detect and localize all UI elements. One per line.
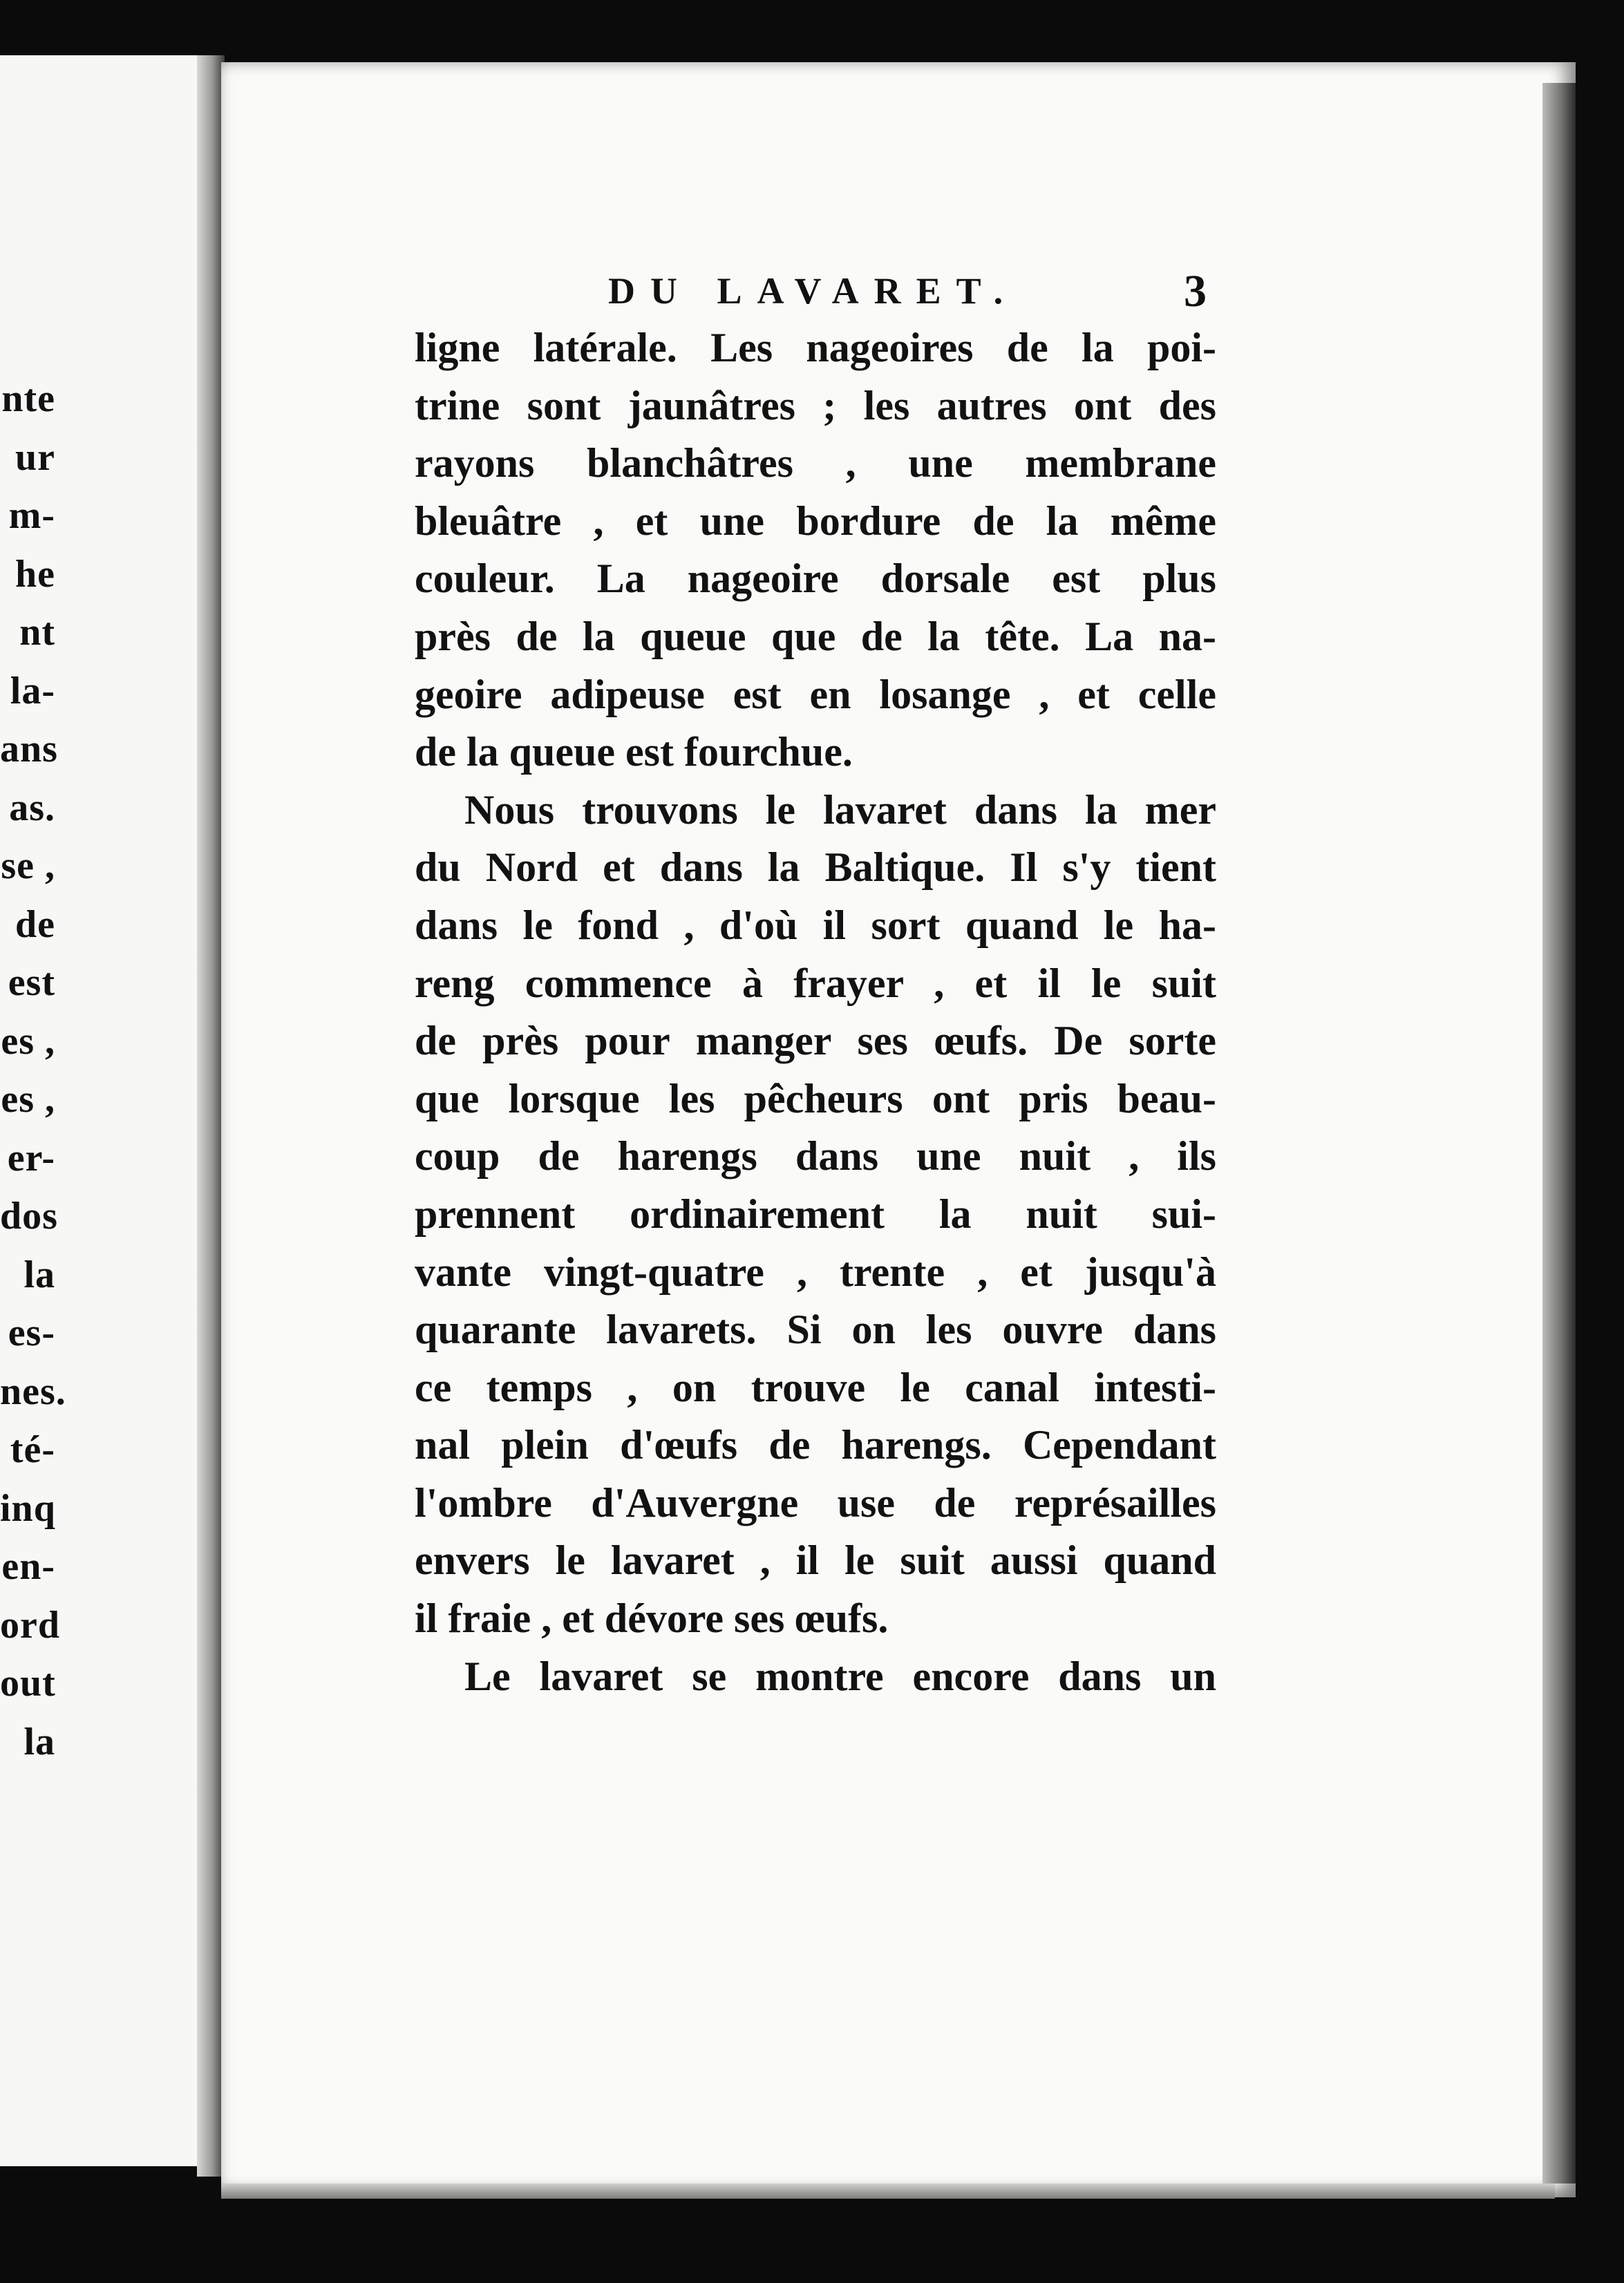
text-line: il fraie , et dévore ses œufs. [415, 1595, 889, 1642]
text-line: couleur. La nageoire dorsale est plus [415, 556, 1216, 602]
left-fragment: out [0, 1662, 56, 1705]
left-fragment: es- [8, 1311, 55, 1354]
text-line: reng commence à frayer , et il le suit [415, 960, 1216, 1006]
text-line: ligne latérale. Les nageoires de la poi- [415, 325, 1216, 370]
previous-page-text [0, 370, 197, 1771]
body-text [415, 319, 1216, 1705]
text-line: coup de harengs dans une nuit , ils [415, 1133, 1216, 1180]
left-fragment: de [15, 902, 55, 946]
left-fragment: he [15, 552, 55, 596]
text-line: que lorsque les pêcheurs ont pris beau- [415, 1075, 1216, 1121]
text-line: quarante lavarets. Si on les ouvre dans [415, 1307, 1216, 1353]
left-fragment: nte [1, 377, 55, 420]
text-line: l'ombre d'Auvergne use de représailles [415, 1479, 1216, 1526]
left-fragment: la [23, 1253, 55, 1296]
page-bottom-edge [221, 2183, 1555, 2199]
running-title: DU LAVARET. [608, 270, 1019, 312]
left-fragment: la [23, 1720, 55, 1763]
page-right-edge [1542, 83, 1576, 2183]
left-fragment: er- [7, 1136, 55, 1180]
text-line: près de la queue que de la tête. La na- [415, 613, 1216, 659]
left-fragment: nt [19, 611, 55, 654]
text-line: geoire adipeuse est en losange , et celle [415, 671, 1216, 717]
left-fragment: se , [1, 844, 55, 887]
left-fragment: inq [0, 1486, 56, 1530]
left-fragment: dos [0, 1195, 58, 1238]
text-line: trine sont jaunâtres ; les autres ont des [415, 382, 1216, 428]
text-line: rayons blanchâtres , une membrane [415, 440, 1216, 486]
left-fragment: ord [0, 1603, 60, 1647]
left-fragment: nes. [0, 1370, 66, 1413]
text-line: vante vingt-quatre , trente , et jusqu'à [415, 1249, 1216, 1295]
left-fragment: m- [8, 494, 55, 537]
left-fragment: ans [0, 728, 58, 770]
left-fragment: ur [15, 435, 55, 479]
previous-page-edge [0, 55, 201, 2166]
text-line: de près pour manger ses œufs. De sorte [415, 1018, 1216, 1064]
left-fragment: en- [1, 1545, 55, 1588]
page-number: 3 [1184, 266, 1207, 316]
paragraph-first-line: Nous trouvons le lavaret dans la mer [464, 786, 1216, 833]
text-line: de la queue est fourchue. [415, 729, 853, 775]
text-line: envers le lavaret , il le suit aussi quand [415, 1537, 1216, 1584]
left-fragment: la- [10, 669, 55, 712]
left-fragment: es , [1, 1019, 55, 1063]
text-line: du Nord et dans la Baltique. Il s'y tient [415, 844, 1216, 891]
paragraph-first-line: Le lavaret se montre encore dans un [464, 1653, 1216, 1699]
left-fragment: est [8, 961, 55, 1004]
left-fragment: té- [10, 1428, 55, 1471]
text-line: bleuâtre , et une bordure de la même [415, 498, 1216, 544]
text-line: dans le fond , d'où il sort quand le ha- [415, 902, 1216, 948]
text-line: prennent ordinairement la nuit sui- [415, 1191, 1216, 1237]
text-line: nal plein d'œufs de harengs. Cependant [415, 1422, 1216, 1468]
left-fragment: as. [9, 786, 55, 829]
text-line: ce temps , on trouve le canal intesti- [415, 1364, 1216, 1410]
left-fragment: es , [1, 1078, 55, 1121]
book-gutter [197, 55, 225, 2177]
